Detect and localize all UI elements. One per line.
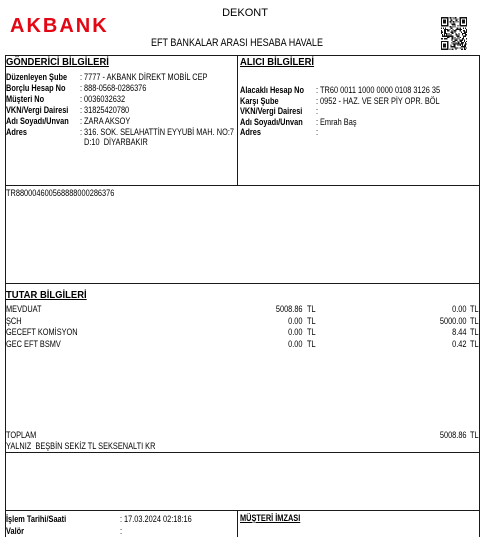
field-separator: : — [316, 127, 319, 137]
sender-name-value: ZARA AKSOY — [84, 116, 131, 126]
receiver-name-value: Emrah Baş — [320, 117, 357, 127]
receiver-address-label: Adres — [240, 127, 261, 137]
sender-tax-value: 31825420780 — [84, 105, 130, 115]
receiver-name-label: Adı Soyadı/Unvan — [240, 117, 303, 127]
amount-row-label: MEVDUAT — [6, 304, 42, 314]
sender-address-line-2: D:10 DİYARBAKIR — [84, 137, 148, 147]
customer-no-value: 0036032632 — [84, 94, 126, 104]
amount-row-currency-2: TL — [470, 304, 479, 314]
amounts-heading: TUTAR BİLGİLERİ — [6, 289, 87, 301]
receiver-panel — [237, 55, 479, 185]
credit-account-value: TR60 0011 1000 0000 0108 3126 35 — [320, 85, 441, 95]
transaction-datetime-value: 17.03.2024 02:18:16 — [124, 514, 192, 524]
field-separator: : — [316, 117, 319, 127]
document-subtitle: EFT BANKALAR ARASI HESABA HAVALE — [151, 37, 323, 49]
amount-row-amount-1: 0.00 — [288, 339, 303, 349]
amount-row-amount-2: 8.44 — [452, 327, 467, 337]
amount-row-currency-2: TL — [470, 339, 479, 349]
akbank-logo: AKBANK — [10, 15, 109, 37]
receipt-footer — [5, 510, 479, 537]
field-separator: : — [80, 127, 83, 137]
counter-branch-value: 0952 - HAZ. VE SER PİY OPR. BÖL — [320, 96, 440, 106]
field-separator: : — [316, 85, 319, 95]
credit-account-label: Alacaklı Hesap No — [240, 85, 304, 95]
amount-row-amount-1: 0.00 — [288, 327, 303, 337]
field-separator: : — [316, 106, 319, 116]
sender-address-line-1: 316. SOK. SELAHATTİN EYYUBİ MAH. NO:7 — [84, 127, 234, 137]
sender-panel — [5, 55, 237, 185]
sender-name-label: Adı Soyadı/Unvan — [6, 116, 69, 126]
sender-branch-label: Düzenleyen Şube — [6, 72, 68, 82]
amount-row-label: GECEFT KOMİSYON — [6, 327, 78, 337]
amount-row-currency-2: TL — [470, 316, 479, 326]
receiver-heading: ALICI BİLGİLERİ — [240, 56, 315, 68]
reference-panel — [5, 185, 479, 283]
amount-in-words: YALNIZ BEŞBİN SEKİZ TL SEKSENALTI KR — [6, 441, 156, 451]
total-label: TOPLAM — [6, 430, 37, 440]
debit-account-label: Borçlu Hesap No — [6, 83, 66, 93]
receiver-tax-label: VKN/Vergi Dairesi — [240, 106, 303, 116]
amount-row-currency-1: TL — [307, 304, 316, 314]
field-separator: : — [80, 94, 83, 104]
debit-account-value: 888-0568-0286376 — [84, 83, 147, 93]
amounts-panel — [5, 283, 479, 452]
field-separator: : — [80, 116, 83, 126]
value-date-label: Valör — [6, 526, 25, 536]
counter-branch-label: Karşı Şube — [240, 96, 279, 106]
amount-row-amount-2: 0.00 — [452, 304, 467, 314]
sender-heading: GÖNDERİCİ BİLGİLERİ — [6, 56, 109, 68]
field-separator: : — [316, 96, 319, 106]
amount-row-amount-2: 0.42 — [452, 339, 467, 349]
amount-row-currency-1: TL — [307, 327, 316, 337]
amount-row-currency-2: TL — [470, 327, 479, 337]
sender-tax-label: VKN/Vergi Dairesi — [6, 105, 69, 115]
amount-row-amount-1: 5008.86 — [276, 304, 303, 314]
amount-row-label: ŞCH — [6, 316, 22, 326]
amount-row-amount-2: 5000.00 — [440, 316, 467, 326]
customer-signature-label: MÜŞTERİ İMZASI — [240, 513, 301, 523]
qr-code-icon — [441, 17, 467, 50]
field-separator: : — [120, 526, 123, 536]
sender-address-label: Adres — [6, 127, 27, 137]
amount-row-label: GEC EFT BSMV — [6, 339, 61, 349]
receipt-header — [0, 0, 500, 55]
amount-row-amount-1: 0.00 — [288, 316, 303, 326]
field-separator: : — [80, 83, 83, 93]
field-separator: : — [80, 105, 83, 115]
sender-branch-value: 7777 - AKBANK DİREKT MOBİL CEP — [84, 72, 208, 82]
amounts-bottom-divider — [5, 452, 480, 453]
total-amount: 5008.86 — [440, 430, 467, 440]
customer-no-label: Müşteri No — [6, 94, 45, 104]
amount-row-currency-1: TL — [307, 339, 316, 349]
transaction-datetime-label: İşlem Tarihi/Saati — [6, 514, 67, 524]
document-title: DEKONT — [222, 7, 268, 19]
total-currency: TL — [470, 430, 479, 440]
field-separator: : — [80, 72, 83, 82]
amount-row-currency-1: TL — [307, 316, 316, 326]
transaction-reference: TR880004600568888000286376 — [6, 188, 115, 198]
field-separator: : — [120, 514, 123, 524]
frame-right-border — [479, 55, 480, 537]
